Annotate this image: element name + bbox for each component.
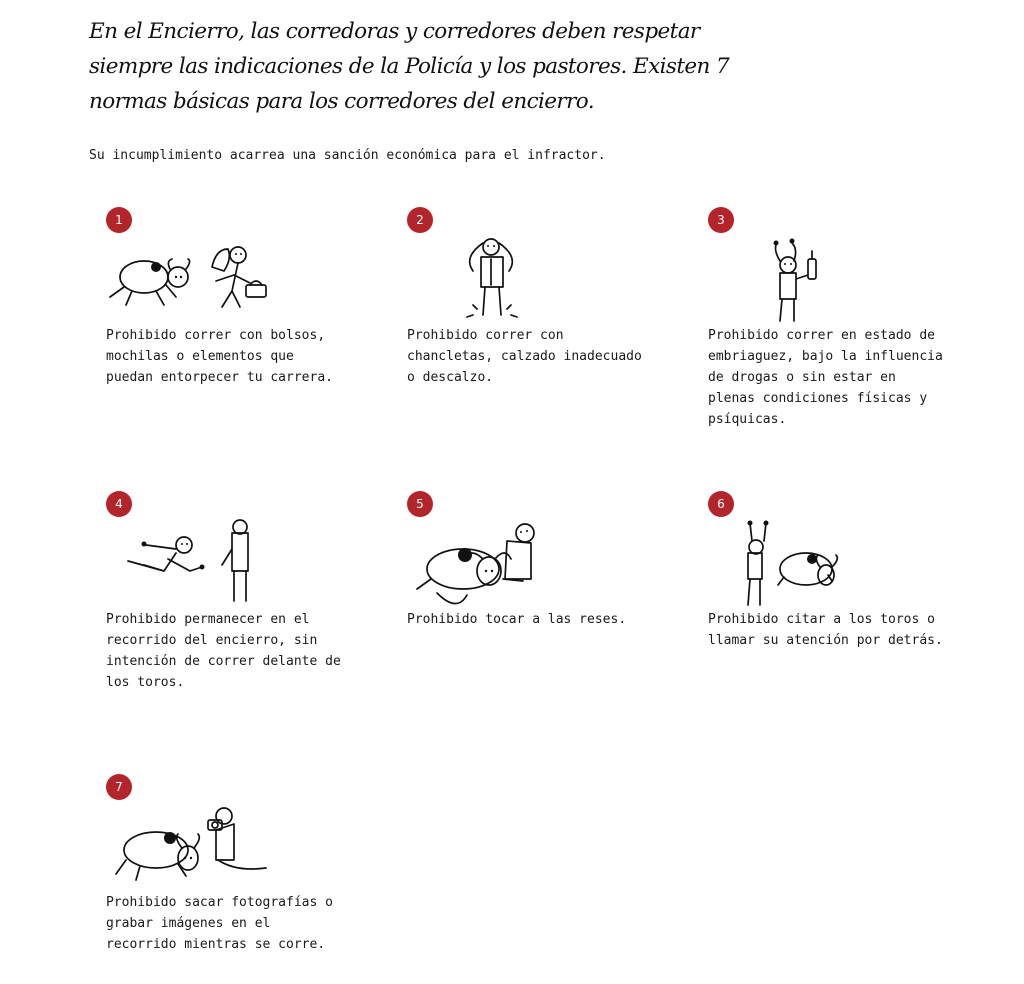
intro-subline: Su incumplimiento acarrea una sanción económica para el infractor.	[89, 148, 606, 163]
standing-person-and-fallen-runner-icon	[106, 519, 286, 609]
rule-text: Prohibido tocar a las reses.	[407, 612, 627, 627]
rule-text: Prohibido correr en estado de embriaguez, bajo la influencia de drogas o sin estar en plenas condiciones físicas y psíquicas.	[708, 328, 943, 427]
bull-chasing-runner-with-bag-icon	[106, 235, 286, 325]
rule-number-badge: 1	[106, 207, 132, 233]
runner-photographing-bull-icon	[106, 802, 286, 892]
person-calling-bull-from-behind-icon	[708, 519, 888, 609]
rule-text: Prohibido correr con bolsos, mochilas o elementos que puedan entorpecer tu carrera.	[106, 328, 333, 385]
rule-text: Prohibido correr con chancletas, calzado inadecuado o descalzo.	[407, 328, 642, 385]
rule-number-badge: 2	[407, 207, 433, 233]
rule-text: Prohibido permanecer en el recorrido del encierro, sin intención de correr delante de los toros.	[106, 612, 341, 690]
rule-number-badge: 4	[106, 491, 132, 517]
intro-headline: En el Encierro, las corredoras y corredores deben respetar siempre las indicaciones de la Policía y los pastores. Existen 7 normas básicas para los corredores del encierro.	[89, 19, 730, 114]
rule-text: Prohibido citar a los toros o llamar su atención por detrás.	[708, 612, 943, 648]
rule-number-badge: 5	[407, 491, 433, 517]
rule-text: Prohibido sacar fotografías o grabar imágenes en el recorrido mientras se corre.	[106, 895, 333, 952]
drunk-runner-with-bottle-icon	[708, 235, 888, 325]
rule-number-badge: 7	[106, 774, 132, 800]
rule-number-badge: 6	[708, 491, 734, 517]
rule-number-badge: 3	[708, 207, 734, 233]
runner-in-flip-flops-icon	[407, 235, 587, 325]
person-touching-bull-icon	[407, 519, 587, 609]
